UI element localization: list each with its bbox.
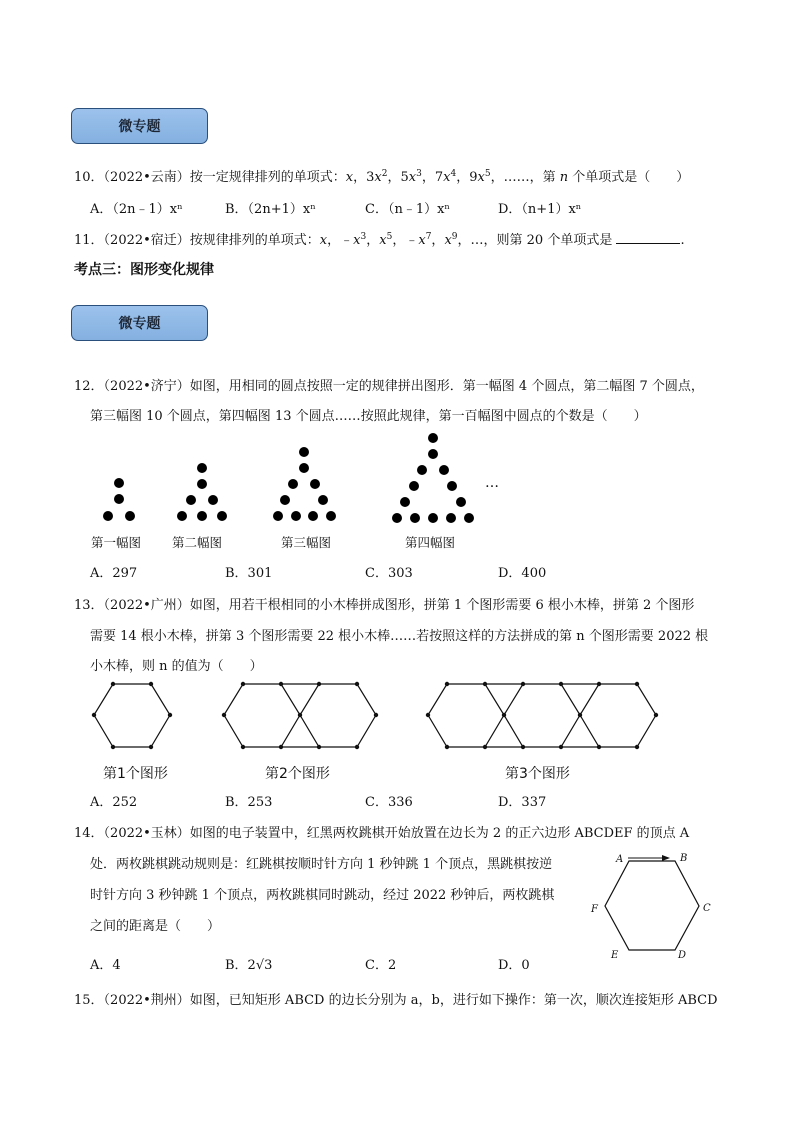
question-10-prefix: 10．（2022•云南）按一定规律排列的单项式： — [74, 170, 346, 185]
figure-caption: 第二幅图 — [172, 535, 223, 550]
option-d: D．400 — [498, 566, 547, 581]
section-heading: 考点三：图形变化规律 — [74, 262, 214, 278]
figure-caption: 第四幅图 — [405, 535, 456, 550]
option-b: B．（2n+1）xⁿ — [225, 202, 316, 217]
question-14-line-2: 处．两枚跳棋跳动规则是：红跳棋按顺时针方向 1 秒钟跳 1 个顶点，黑跳棋按逆 — [90, 857, 553, 872]
question-13-line-2: 需要 14 根小木棒，拼第 3 个图形需要 22 根小木棒……若按照这样的方法拼成的第 n 个图形需要 2022 根 — [90, 629, 709, 644]
arrow-head — [662, 855, 670, 861]
figure-caption: 第2个图形 — [265, 766, 330, 782]
figure-caption: 第一幅图 — [91, 535, 142, 550]
option-c: C．（n﹣1）xⁿ — [365, 202, 451, 217]
ellipsis: … — [485, 475, 499, 491]
option-a: A．（2n﹣1）xⁿ — [90, 202, 183, 217]
question-10: 10．（2022•云南）按一定规律排列的单项式：x，$3x^2$，$5x^3$，$7x^4$，$9x^5$，……，第 n 个单项式是（ ） — [74, 169, 690, 185]
topic-tag: 微专题 — [71, 305, 208, 341]
option-a: A．297 — [90, 566, 138, 581]
option-b: B．253 — [225, 795, 273, 810]
question-13-line-3: 小木棒，则 n 的值为（ ） — [90, 659, 263, 674]
vertex-label: E — [611, 950, 619, 961]
figure-caption: 第三幅图 — [281, 535, 332, 550]
question-14-line-3: 时针方向 3 秒钟跳 1 个顶点，两枚跳棋同时跳动，经过 2022 秒钟后，两枚跳棋 — [90, 888, 555, 903]
vertex-label: F — [591, 904, 598, 915]
option-d: D．337 — [498, 795, 547, 810]
figure-caption: 第3个图形 — [505, 766, 570, 782]
option-a: A．252 — [90, 795, 138, 810]
vertex-label: C — [703, 903, 711, 914]
question-13-line-1: 13．（2022•广州）如图，用若干根相同的小木棒拼成图形，拼第 1 个图形需要 6 根小木棒，拼第 2 个图形 — [74, 598, 695, 613]
option-c: C．303 — [365, 566, 413, 581]
figure-caption: 第1个图形 — [103, 766, 168, 782]
question-14-line-4: 之间的距离是（ ） — [90, 919, 221, 934]
option-c: C．336 — [365, 795, 413, 810]
option-b: B．2√3 — [225, 958, 273, 973]
question-12-line-2: 第三幅图 10 个圆点，第四幅图 13 个圆点……按照此规律，第一百幅图中圆点的个数是（ ） — [90, 409, 647, 424]
option-d: D．（n+1）xⁿ — [498, 202, 582, 217]
question-10-n-tail: 个单项式是（ ） — [572, 170, 690, 185]
vertex-label: D — [678, 950, 687, 961]
vertex-label: A — [616, 854, 624, 865]
question-12-line-1: 12．（2022•济宁）如图，用相同的圆点按照一定的规律拼出图形．第一幅图 4 个圆点，第二幅图 7 个圆点， — [74, 379, 704, 394]
question-11: 11．（2022•宿迁）按规律排列的单项式：x，$﹣x^3$，$x^5$，$﹣x^7$，$x^9$，…，则第 20 个单项式是 . — [74, 232, 685, 248]
option-d: D．0 — [498, 958, 530, 973]
option-b: B．301 — [225, 566, 273, 581]
option-c: C．2 — [365, 958, 397, 973]
topic-tag: 微专题 — [71, 108, 208, 144]
question-11-end: . — [680, 233, 685, 248]
question-10-seq-tail: ，……，第 — [490, 170, 556, 185]
question-15-line-1: 15．（2022•荆州）如图，已知矩形 ABCD 的边长分别为 a，b，进行如下操作：第一次，顺次连接矩形 ABCD — [74, 993, 718, 1008]
vertex-label: B — [680, 853, 688, 864]
hexagon-shape — [605, 861, 699, 950]
question-14-line-1: 14．（2022•玉林）如图的电子装置中，红黑两枚跳棋开始放置在边长为 2 的正六边形 ABCDEF 的顶点 A — [74, 826, 690, 841]
question-11-tail: ，…，则第 20 个单项式是 — [457, 233, 613, 248]
option-a: A．4 — [90, 958, 121, 973]
question-11-prefix: 11．（2022•宿迁）按规律排列的单项式： — [74, 233, 320, 248]
